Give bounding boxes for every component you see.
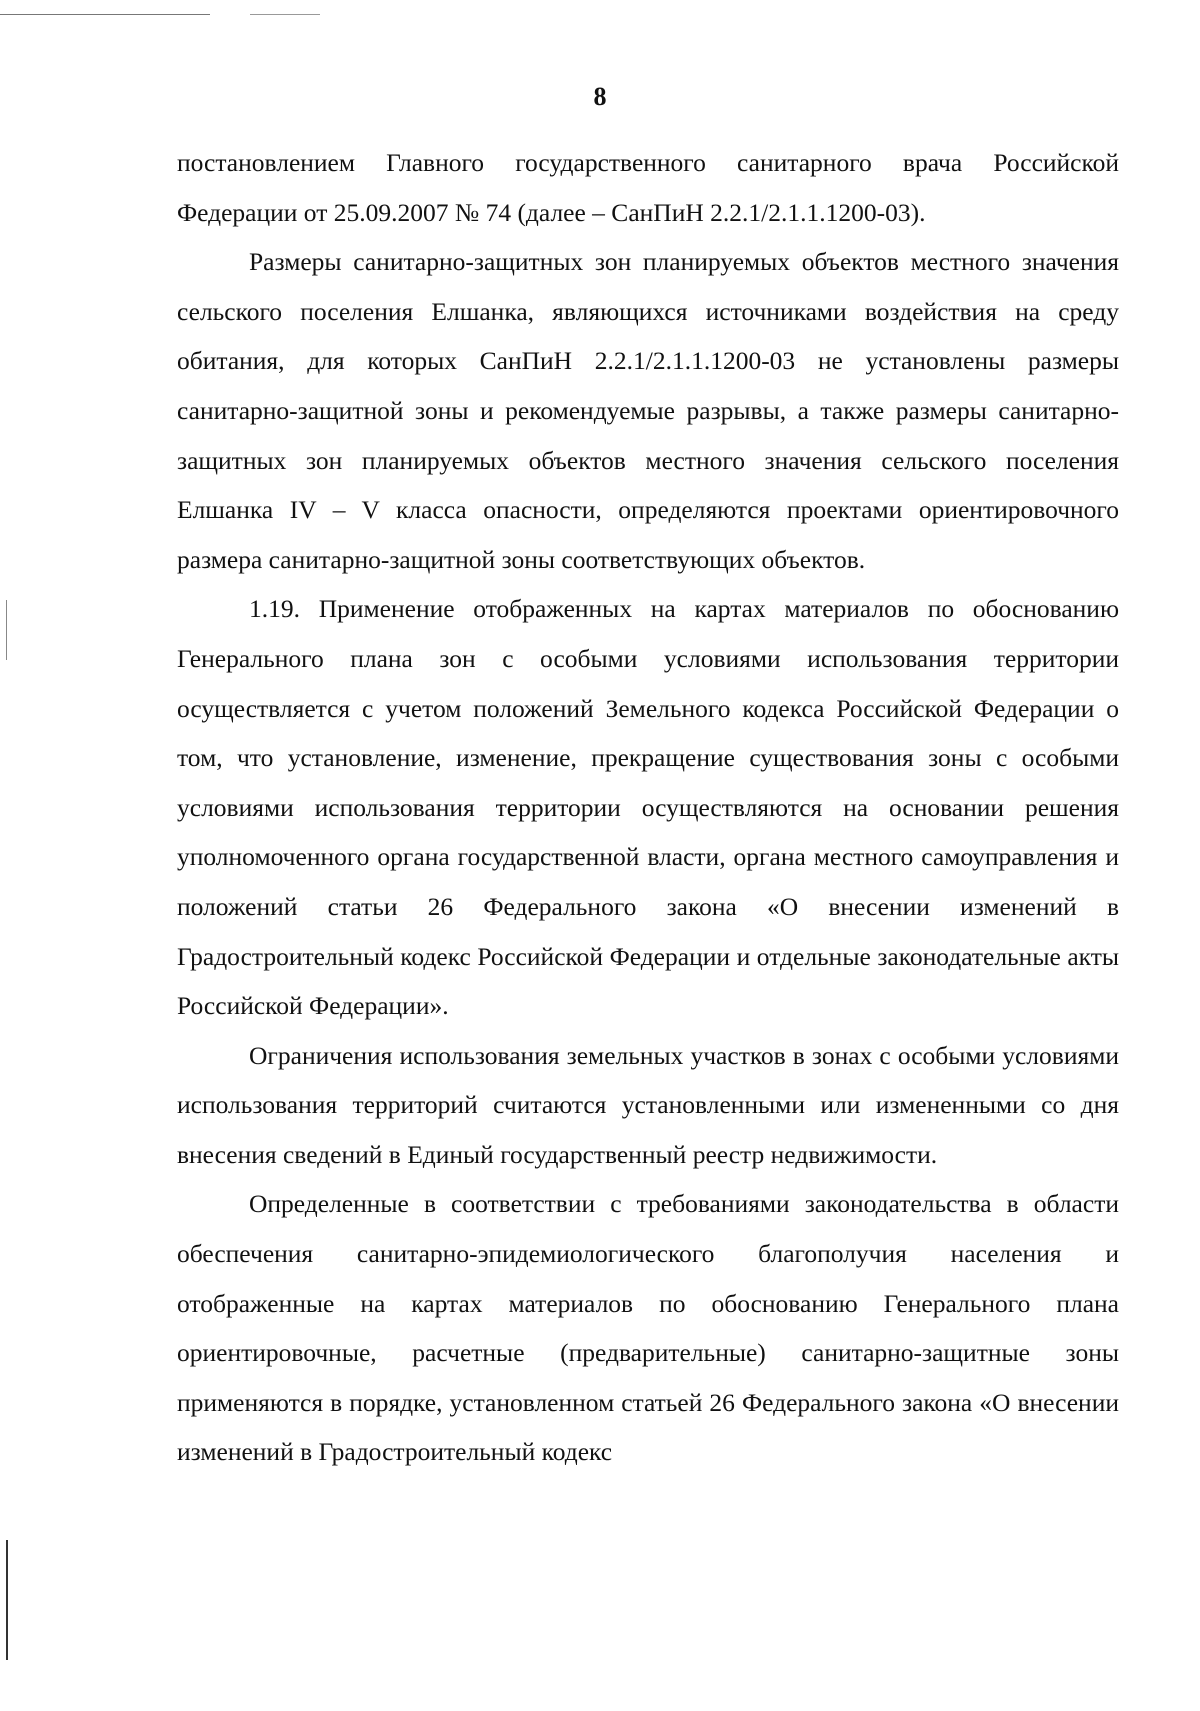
- paragraph-sanitary-zones: Размеры санитарно-защитных зон планируемых объектов местного значения сельского поселения Елшанка, являющихся источниками воздействия на среду обитания, для которых СанПиН 2.2.1/2.1.1.1200-03 не установлены размеры санитарно-защитной зоны и рекомендуемые разрывы, а также размеры санитарно-защитных зон планируемых объектов местного значения сельского поселения Елшанка IV – V класса опасности, определяются проектами ориентировочного размера санитарно-защитной зоны соответствующих объектов.: [177, 247, 1119, 574]
- scan-line-left-edge-upper: [6, 600, 7, 660]
- paragraph-1-19: 1.19. Применение отображенных на картах материалов по обоснованию Генерального плана зон с особыми условиями использования территории осуществляется с учетом положений Земельного кодекса Российской Федерации о том, что установление, изменение, прекращение существования зоны с особыми условиями использования территории осуществляются на основании решения уполномоченного органа государственной власти, органа местного самоуправления и положений статьи 26 Федерального закона «О внесении изменений в Градостроительный кодекс Российской Федерации и отдельные законодательные акты Российской Федерации».: [177, 594, 1119, 1021]
- page-number: 8: [593, 82, 607, 111]
- paragraph-continuation: постановлением Главного государственного санитарного врача Российской Федерации от 25.09.2007 № 74 (далее – СанПиН 2.2.1/2.1.1.1200-03).: [177, 148, 1119, 227]
- scan-line-top-left: [0, 14, 210, 15]
- paragraph-land-restrictions: Ограничения использования земельных участков в зонах с особыми условиями использования территорий считаются установленными или измененными со дня внесения сведений в Единый государственный реестр недвижимости.: [177, 1040, 1119, 1169]
- scan-line-left-edge-lower: [6, 1540, 8, 1660]
- body-text: [177, 138, 1119, 1477]
- paragraph-defined-zones: Определенные в соответствии с требованиями законодательства в области обеспечения санитарно-эпидемиологического благополучия населения и отображенные на картах материалов по обоснованию Генерального плана ориентировочные, расчетные (предварительные) санитарно-защитные зоны применяются в порядке, установленном статьей 26 Федерального закона «О внесении изменений в Градостроительный кодекс: [177, 1189, 1119, 1467]
- scan-line-top-mid: [250, 14, 320, 15]
